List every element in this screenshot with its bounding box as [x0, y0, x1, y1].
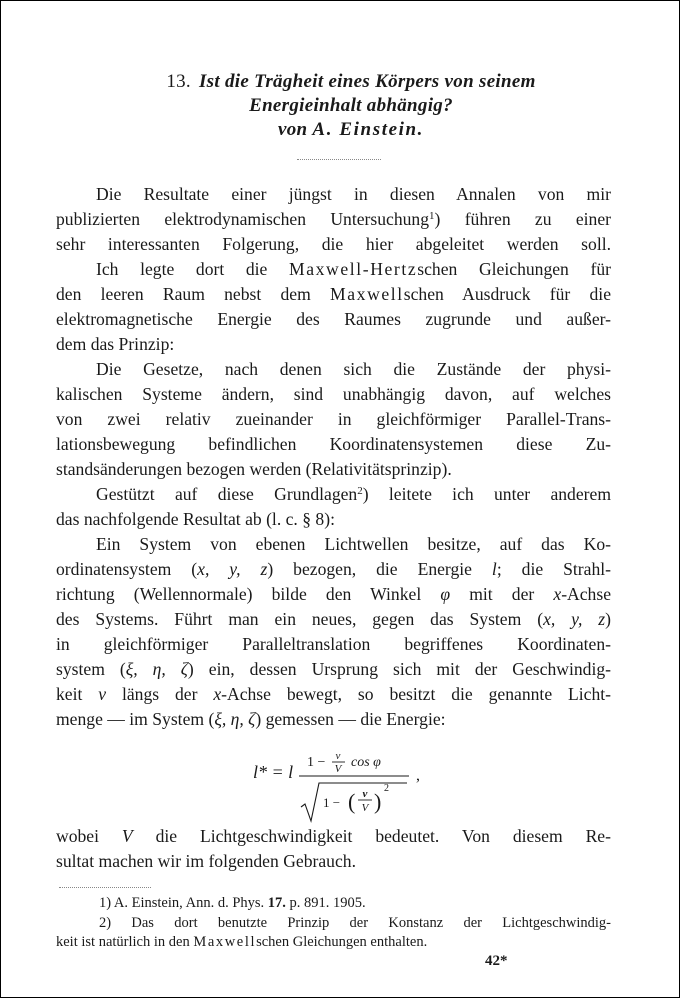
text-run: richtung (Wellennormale) bilde den Winkel	[56, 584, 441, 604]
text-run: ) bezogen, die Energie	[267, 559, 492, 579]
footnote-2-line-2	[56, 933, 427, 951]
text-line: das nachfolgende Resultat ab (l. c. § 8):	[56, 509, 335, 529]
math-variable: x, y, z	[543, 609, 606, 629]
author-prefix: von	[277, 119, 313, 140]
text-line	[56, 558, 611, 580]
text-run: ) gemessen — die Energie:	[255, 709, 446, 729]
math-variable: x	[213, 684, 222, 704]
article-title-line-1	[61, 71, 641, 93]
text-line	[56, 208, 611, 230]
text-run: ) ein, dessen Ursprung sich mit der Geschwindig-	[187, 659, 611, 679]
formula-num-frac-v: v	[335, 753, 341, 762]
text-line: Die Resultate einer jüngst in diesen Annalen von mir	[96, 184, 611, 204]
title-separator	[297, 159, 381, 160]
text-line	[56, 283, 611, 305]
author-line	[61, 119, 641, 141]
person-name: Maxwell	[193, 934, 257, 950]
text-line	[56, 708, 446, 730]
text-line: lationsbewegung befindlichen Koordinatensystemen diese Zu-	[56, 434, 611, 454]
volume-number: 17.	[267, 895, 286, 911]
text-run: -Achse bewegt, so besitzt die genannte Licht-	[221, 684, 611, 704]
formula-den-frac-V: V	[361, 802, 369, 814]
math-variable: v	[98, 684, 107, 704]
math-variable: V	[121, 826, 133, 846]
text-line	[96, 483, 611, 505]
text-line: kalischen Systeme ändern, sind unabhängig davon, auf welches	[56, 384, 611, 404]
text-line: sultat machen wir im folgenden Gebrauch.	[56, 851, 356, 871]
math-variable: x	[553, 584, 562, 604]
text-run: keit ist natürlich in den	[56, 934, 194, 950]
text-run: ; die Strahl-	[496, 559, 611, 579]
formula-exponent: 2	[384, 783, 389, 794]
text-run: schen Gleichungen enthalten.	[256, 934, 428, 950]
formula-lhs: l* = l	[253, 762, 294, 782]
text-line: standsänderungen bezogen werden (Relativitätsprinzip).	[56, 459, 452, 479]
footnote-ref-1: 1	[429, 210, 435, 222]
text-run: des Systems. Führt man ein neues, gegen das System (	[56, 609, 544, 629]
text-line	[56, 825, 611, 847]
text-line: elektromagnetische Energie des Raumes zugrunde und außer-	[56, 309, 611, 329]
math-variable: φ	[440, 584, 451, 604]
person-name: Maxwell-Hertz	[289, 259, 418, 279]
math-variable: ξ, η, ζ	[214, 709, 256, 729]
text-run: ) führen zu einer	[434, 209, 611, 229]
formula-cos-phi: cos φ	[351, 755, 381, 770]
formula-den-one: 1 −	[323, 795, 341, 810]
person-name: Maxwell	[330, 284, 404, 304]
text-line	[96, 258, 611, 280]
math-variable: x, y, z	[197, 559, 268, 579]
text-run: längs der	[106, 684, 214, 704]
text-run: publizierten elektrodynamischen Untersuchung	[56, 209, 430, 229]
page-number: 42*	[485, 953, 508, 969]
text-run: system (	[56, 659, 126, 679]
text-run: mit der	[450, 584, 554, 604]
text-run: ordinatensystem (	[56, 559, 198, 579]
article-title-line-2: Energieinhalt abhängig?	[249, 95, 453, 116]
text-line: Die Gesetze, nach denen sich die Zustände der physi-	[96, 359, 611, 379]
footnote-separator	[59, 887, 151, 888]
text-run: die Lichtgeschwindigkeit bedeutet. Von diesem Re-	[132, 826, 611, 846]
text-line	[56, 683, 611, 705]
text-line	[56, 658, 611, 680]
text-line	[56, 608, 611, 630]
text-run: den leeren Raum nebst dem	[56, 284, 331, 304]
text-run: ) leitete ich unter anderem	[362, 484, 612, 504]
footnote-2-line-1: 2) Das dort benutzte Prinzip der Konstanz der Lichtgeschwindig-	[99, 915, 611, 931]
math-variable: ξ, η, ζ	[125, 659, 188, 679]
text-run: schen Ausdruck für die	[403, 284, 611, 304]
text-line: von zwei relativ zueinander in gleichförmiger Parallel-Trans-	[56, 409, 611, 429]
formula-paren-close: )	[374, 789, 382, 814]
text-run: menge — im System (	[56, 709, 215, 729]
formula-num-one: 1 −	[307, 755, 326, 770]
text-line: sehr interessanten Folgerung, die hier abgeleitet werden soll.	[56, 234, 611, 254]
text-line: in gleichförmiger Paralleltranslation begriffenes Koordinaten-	[56, 634, 611, 654]
math-variable: l	[491, 559, 497, 579]
footnote-ref-2: 2	[357, 485, 363, 497]
text-line: dem das Prinzip:	[56, 334, 175, 354]
text-line	[56, 583, 611, 605]
text-run: wobei	[56, 826, 122, 846]
formula-paren-open: (	[348, 789, 356, 814]
text-run: Gestützt auf diese Grundlagen	[96, 484, 358, 504]
text-run: p. 891. 1905.	[285, 895, 366, 911]
text-run: 1) A. Einstein, Ann. d. Phys.	[99, 895, 268, 911]
text-run: schen Gleichungen für	[417, 259, 611, 279]
article-number: 13.	[166, 71, 191, 92]
formula-den-frac-v: v	[362, 788, 368, 800]
text-run: -Achse	[561, 584, 612, 604]
energy-formula	[241, 753, 441, 825]
formula-num-frac-V: V	[334, 763, 342, 775]
author-name: A. Einstein.	[312, 119, 425, 140]
formula-comma: ,	[416, 767, 420, 784]
title-text-1: Ist die Trägheit eines Körpers von seinem	[198, 71, 536, 92]
text-run: Ich legte dort die	[96, 259, 289, 279]
text-line: Ein System von ebenen Lichtwellen besitze, auf das Ko-	[96, 534, 611, 554]
footnote-1	[99, 894, 366, 912]
text-run: keit	[56, 684, 99, 704]
text-run: )	[605, 609, 612, 629]
